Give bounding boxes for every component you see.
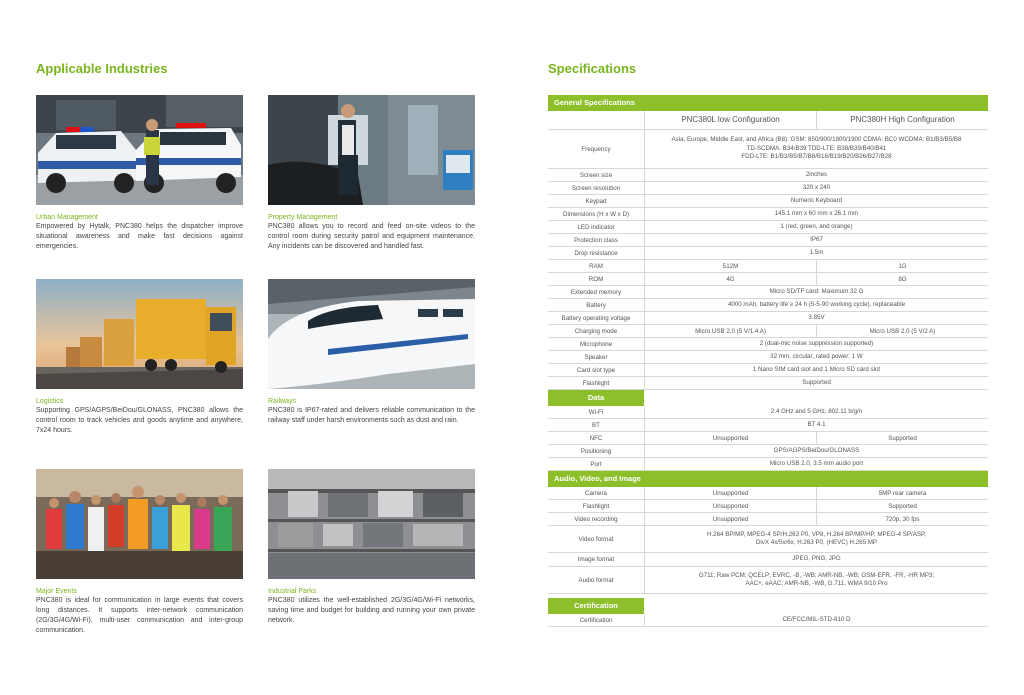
configuration-header: [548, 111, 988, 130]
industry-caption: Major Events: [36, 588, 77, 595]
spec-row: Keypad Numeric Keyboard: [548, 195, 988, 208]
police-cars-photo: [36, 95, 243, 205]
spec-row-audio-format: Audio format G711; Raw PCM; QCELP; EVRC, -B, -WB; AMR-NB, -WB; GSM-EFR, -FR, -HR MP3; AAC+, eAAC; AMR-NB, -WB, G.711, WMA 9/10 Pro: [548, 567, 988, 594]
audio-format-line: AAC+, eAAC; AMR-NB, -WB, G.711, WMA 9/10 Pro: [745, 580, 888, 587]
spec-row: LED indicator 1 (red, green, and orange): [548, 221, 988, 234]
spec-row-image-format: Image format JPEG, PNG, JPG: [548, 553, 988, 567]
trucks-photo: [36, 279, 243, 389]
spec-row: Battery operating voltage 3.85V: [548, 312, 988, 325]
section-audio-video-image: Audio, Video, and Image: [548, 471, 988, 487]
industry-description: Supporting GPS/AGPS/BeiDou/GLONASS, PNC380 allows the control room to track vehicles and goods anytime and anywhere, 7x24 hours.: [36, 407, 243, 434]
spec-row: Dimensions (H x W x D) 145.1 mm x 60 mm x 26.1 mm: [548, 208, 988, 221]
spec-row-ram: RAM 512M 1G: [548, 260, 988, 273]
spec-row-nfc: NFC Unsupported Supported: [548, 432, 988, 445]
frequency-line: Asia, Europe, Middle East, and Africa (B8): GSM: 850/900/1800/1900 CDMA: BC0 WCDMA: B1/B3/B5/B8: [671, 136, 962, 144]
spec-row: Flashlight Supported: [548, 377, 988, 390]
spec-row-video-recording: Video recording Unsupported 720p, 30 fps: [548, 513, 988, 526]
industry-description: PNC380 utilizes the well-established 2G/3G/4G/Wi-Fi networks, saving time and budget for building and running your own private network.: [268, 597, 475, 624]
section-general-specifications: General Specifications: [548, 95, 988, 111]
spec-row-certification: Certification CE/FCC/MIL-STD-810 D: [548, 614, 988, 627]
frequency-line: TD-SCDMA: B34/B39 TDD-LTE: B38/B39/B40/B41: [746, 144, 887, 152]
spec-row: Microphone 2 (dual-mic noise suppression supported): [548, 338, 988, 351]
spec-row: Screen size 2inches: [548, 169, 988, 182]
spec-row: Speaker 32 mm, circular, rated power: 1 W: [548, 351, 988, 364]
spec-row-flashlight: Flashlight Unsupported Supported: [548, 500, 988, 513]
section-certification: Certification: [548, 598, 644, 614]
spec-row-port: Port Micro USB 2.0, 3.5 mm audio port: [548, 458, 988, 471]
spec-row-charging: Charging mode Micro USB 2.0 (5 V/1.4 A) Micro USB 2.0 (5 V/2 A): [548, 325, 988, 338]
factory-photo: [268, 469, 475, 579]
industry-major-events: [36, 469, 243, 636]
spec-row-wifi: Wi-Fi 2.4 GHz and 5 GHz, 802.11 b/g/n: [548, 406, 988, 419]
specifications-title: Specifications: [548, 61, 637, 76]
spec-row-rom: ROM 4G 8G: [548, 273, 988, 286]
spec-row: Battery 4000 mAh, battery life ≥ 24 h (5-5-90 working cycle), replaceable: [548, 299, 988, 312]
video-format-line: DivX 4x/5x/6x, H.263 P0, (HEVC) H.265 MP: [755, 539, 878, 546]
industry-description: PNC380 is IP67-rated and delivers reliable communication to the railway staff under harsh environments such as dust and rain.: [268, 407, 475, 424]
industry-caption: Railways: [268, 398, 297, 405]
spec-row-frequency: Frequency Asia, Europe, Middle East, and Africa (B8): GSM: 850/900/1800/1900 CDMA: BC0 WCDMA: B1/B3/B5/B8 TD-SCDMA: B34/B39 TDD-LTE: B38/B39/B40/B41 FDD-LTE: B1/B3/B5/B7/B8/B18/B19/B20/B26/B27/B28: [548, 130, 988, 169]
marathon-photo: [36, 469, 243, 579]
industry-property-management: [268, 95, 475, 252]
frequency-line: FDD-LTE: B1/B3/B5/B7/B8/B18/B19/B20/B26/B27/B28: [741, 153, 892, 161]
specifications-table: [548, 95, 988, 627]
security-guard-photo: [268, 95, 475, 205]
industry-railways: [268, 279, 475, 426]
column-low-configuration: PNC380L low Configuration: [681, 115, 780, 124]
spec-row: Extended memory Micro SD/TF card: Maximum 32 G: [548, 286, 988, 299]
industry-caption: Urban Management: [36, 214, 98, 221]
section-data: Data: [548, 390, 644, 406]
spec-row-bt: BT BT 4.1: [548, 419, 988, 432]
industry-description: Empowered by Hytalk, PNC380 helps the dispatcher improve situational awareness and make fast decisions against emergencies.: [36, 223, 243, 250]
spec-row: Protection class IP67: [548, 234, 988, 247]
spec-row-camera: Camera Unsupported 5MP rear camera: [548, 487, 988, 500]
industry-caption: Industrial Parks: [268, 588, 317, 595]
industry-logistics: [36, 279, 243, 436]
industry-industrial-parks: [268, 469, 475, 626]
spec-row: Drop resistance 1.5m: [548, 247, 988, 260]
industry-description: PNC380 is ideal for communication in large events that covers long distances. It supports inter-network communication (2G/3G/4G/Wi-Fi), multi-user communication and inter-group communication.: [36, 597, 243, 634]
spec-row-video-format: Video format H.264 BP/MP, MPEG-4 SP/H.263 P0, VP8, H.264 BP/MP/HP, MPEG-4 SP/ASP, DivX 4x/5x/6x, H.263 P0, (HEVC) H.265 MP: [548, 526, 988, 553]
spec-row: Card slot type 1 Nano SIM card slot and 1 Micro SD card slot: [548, 364, 988, 377]
column-high-configuration: PNC380H High Configuration: [816, 111, 988, 129]
industry-description: PNC380 allows you to record and feed on-site videos to the control room during security patrol and equipment maintenance. Any incidents can be discovered and handled fast.: [268, 223, 475, 250]
industry-urban-management: [36, 95, 243, 252]
spec-row: Screen resolution 320 x 240: [548, 182, 988, 195]
audio-format-line: G711; Raw PCM; QCELP; EVRC, -B, -WB; AMR-NB, -WB; GSM-EFR, -FR, -HR MP3;: [698, 571, 935, 579]
train-photo: [268, 279, 475, 389]
industry-caption: Logistics: [36, 398, 64, 405]
spec-row-positioning: Positioning GPS/AGPS/BeiDou/GLONASS: [548, 445, 988, 458]
video-format-line: H.264 BP/MP, MPEG-4 SP/H.263 P0, VP8, H.264 BP/MP/HP, MPEG-4 SP/ASP,: [706, 530, 927, 538]
industry-caption: Property Management: [268, 214, 338, 221]
industries-title: Applicable Industries: [36, 61, 168, 76]
